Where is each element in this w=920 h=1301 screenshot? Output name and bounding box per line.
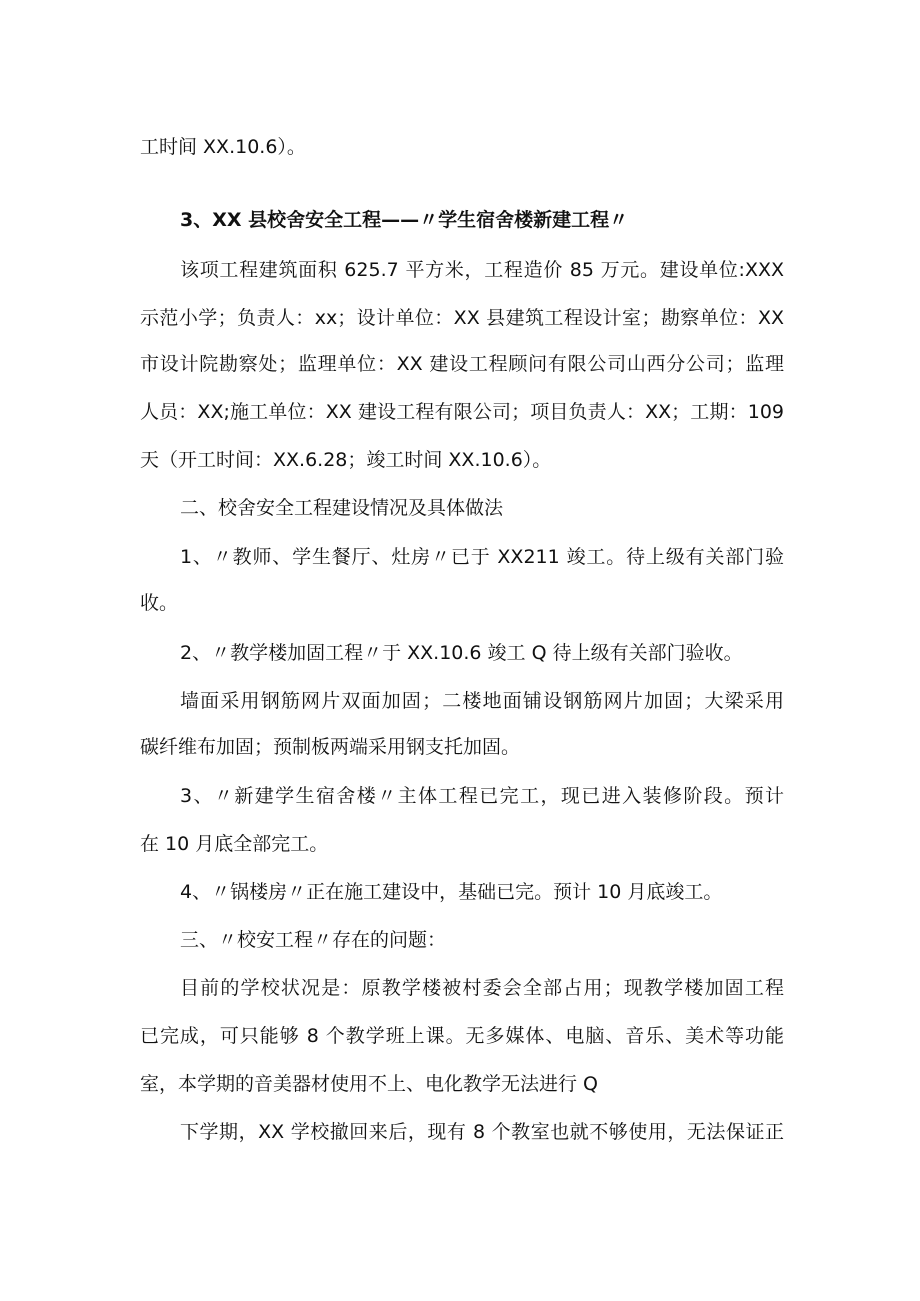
- text-line: 1、〃教师、学生餐厅、灶房〃已于 XX211 竣工。待上级有关部门验: [180, 546, 784, 568]
- text-line: 工时间 XX.10.6）。: [140, 136, 306, 158]
- text-line: 室，本学期的音美器材使用不上、电化教学无法进行 Q: [140, 1073, 598, 1095]
- section-heading: 三、〃校安工程〃存在的问题：: [180, 929, 447, 951]
- text-line: 市设计院勘察处；监理单位：XX 建设工程顾问有限公司山西分公司；监理: [140, 353, 784, 375]
- text-line: 该项工程建筑面积 625.7 平方米，工程造价 85 万元。建设单位:XXX: [180, 259, 784, 281]
- text-line: 目前的学校状况是：原教学楼被村委会全部占用；现教学楼加固工程: [180, 977, 784, 999]
- text-line: 收。: [140, 592, 179, 614]
- text-line: 已完成，可只能够 8 个教学班上课。无多媒体、电脑、音乐、美术等功能: [140, 1025, 784, 1047]
- text-line: 4、〃锅楼房〃正在施工建设中，基础已完。预计 10 月底竣工。: [180, 881, 723, 903]
- text-line: 人员：XX;施工单位：XX 建设工程有限公司；项目负责人：XX；工期：109: [140, 401, 784, 423]
- section-heading: 二、校舍安全工程建设情况及具体做法: [180, 497, 504, 519]
- section-heading: 3、XX 县校舍安全工程——〃学生宿舍楼新建工程〃: [180, 209, 629, 231]
- text-line: 3、〃新建学生宿舍楼〃主体工程已完工，现已进入装修阶段。预计: [180, 785, 784, 807]
- text-line: 示范小学；负责人：xx；设计单位：XX 县建筑工程设计室；勘察单位：XX: [140, 307, 784, 329]
- text-line: 下学期，XX 学校撤回来后，现有 8 个教室也就不够使用，无法保证正: [180, 1121, 784, 1143]
- text-line: 2、〃教学楼加固工程〃于 XX.10.6 竣工 Q 待上级有关部门验收。: [180, 642, 743, 664]
- text-line: 碳纤维布加固；预制板两端采用钢支托加固。: [140, 736, 521, 758]
- text-line: 墙面采用钢筋网片双面加固；二楼地面铺设钢筋网片加固；大梁采用: [180, 690, 784, 712]
- text-line: 在 10 月底全部完工。: [140, 833, 329, 855]
- text-line: 天（开工时间：XX.6.28；竣工时间 XX.10.6）。: [140, 449, 552, 471]
